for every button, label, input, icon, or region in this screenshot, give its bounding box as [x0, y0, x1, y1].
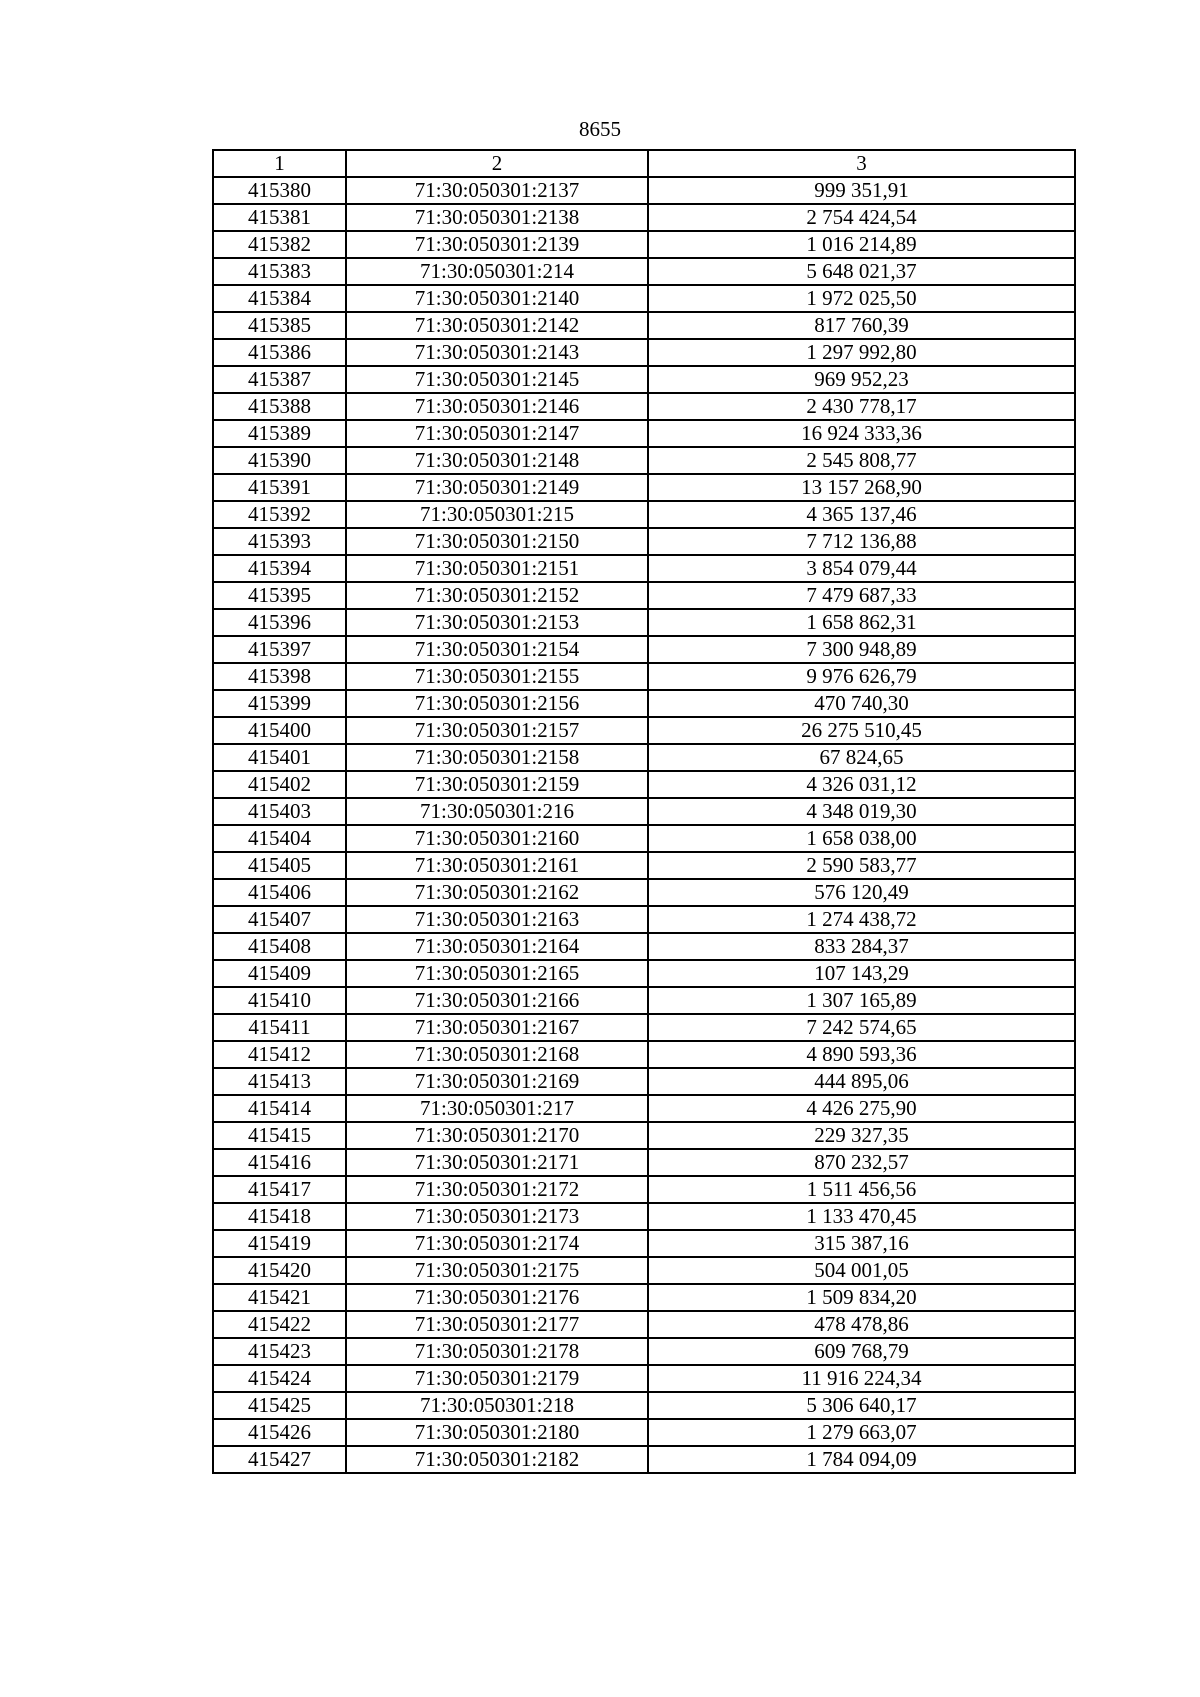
cadastral-number-cell: 71:30:050301:2148: [346, 447, 648, 474]
row-number-cell: 415396: [213, 609, 346, 636]
cadastral-number-cell: 71:30:050301:218: [346, 1392, 648, 1419]
row-number-cell: 415390: [213, 447, 346, 474]
value-cell: 2 545 808,77: [648, 447, 1075, 474]
row-number-cell: 415403: [213, 798, 346, 825]
cadastral-number-cell: 71:30:050301:2176: [346, 1284, 648, 1311]
row-number-cell: 415384: [213, 285, 346, 312]
cadastral-number-cell: 71:30:050301:2143: [346, 339, 648, 366]
table-row: [213, 1041, 1075, 1068]
cadastral-number-cell: 71:30:050301:216: [346, 798, 648, 825]
cadastral-number-cell: 71:30:050301:2156: [346, 690, 648, 717]
cadastral-number-cell: 71:30:050301:2147: [346, 420, 648, 447]
value-cell: 2 754 424,54: [648, 204, 1075, 231]
value-cell: 229 327,35: [648, 1122, 1075, 1149]
row-number-cell: 415400: [213, 717, 346, 744]
row-number-cell: 415397: [213, 636, 346, 663]
value-cell: 7 712 136,88: [648, 528, 1075, 555]
table-row: [213, 1392, 1075, 1419]
cadastral-number-cell: 71:30:050301:2175: [346, 1257, 648, 1284]
value-cell: 3 854 079,44: [648, 555, 1075, 582]
row-number-cell: 415394: [213, 555, 346, 582]
table-row: [213, 231, 1075, 258]
table-row: [213, 393, 1075, 420]
value-cell: 1 658 862,31: [648, 609, 1075, 636]
row-number-cell: 415406: [213, 879, 346, 906]
cadastral-number-cell: 71:30:050301:2174: [346, 1230, 648, 1257]
cadastral-number-cell: 71:30:050301:2149: [346, 474, 648, 501]
cadastral-number-cell: 71:30:050301:2138: [346, 204, 648, 231]
value-cell: 504 001,05: [648, 1257, 1075, 1284]
row-number-cell: 415392: [213, 501, 346, 528]
table-row: [213, 825, 1075, 852]
cadastral-number-cell: 71:30:050301:2158: [346, 744, 648, 771]
row-number-cell: 415389: [213, 420, 346, 447]
row-number-cell: 415380: [213, 177, 346, 204]
table-row: [213, 339, 1075, 366]
row-number-cell: 415410: [213, 987, 346, 1014]
row-number-cell: 415427: [213, 1446, 346, 1473]
row-number-cell: 415411: [213, 1014, 346, 1041]
row-number-cell: 415407: [213, 906, 346, 933]
table-row: [213, 1230, 1075, 1257]
row-number-cell: 415404: [213, 825, 346, 852]
row-number-cell: 415408: [213, 933, 346, 960]
value-cell: 7 300 948,89: [648, 636, 1075, 663]
cadastral-number-cell: 71:30:050301:2179: [346, 1365, 648, 1392]
cadastral-number-cell: 71:30:050301:215: [346, 501, 648, 528]
cadastral-number-cell: 71:30:050301:2137: [346, 177, 648, 204]
table-row: [213, 933, 1075, 960]
row-number-cell: 415409: [213, 960, 346, 987]
value-cell: 4 365 137,46: [648, 501, 1075, 528]
page-number: 8655: [579, 117, 621, 141]
table-row: [213, 501, 1075, 528]
cadastral-number-cell: 71:30:050301:2146: [346, 393, 648, 420]
cadastral-number-cell: 71:30:050301:2169: [346, 1068, 648, 1095]
header-column-2: 2: [346, 150, 648, 177]
cadastral-number-cell: 71:30:050301:2180: [346, 1419, 648, 1446]
cadastral-number-cell: 71:30:050301:2145: [346, 366, 648, 393]
header-column-3: 3: [648, 150, 1075, 177]
row-number-cell: 415424: [213, 1365, 346, 1392]
table-row: [213, 204, 1075, 231]
cadastral-number-cell: 71:30:050301:2171: [346, 1149, 648, 1176]
table-row: [213, 1365, 1075, 1392]
table-row: [213, 1014, 1075, 1041]
table-row: [213, 420, 1075, 447]
row-number-cell: 415416: [213, 1149, 346, 1176]
row-number-cell: 415421: [213, 1284, 346, 1311]
value-cell: 817 760,39: [648, 312, 1075, 339]
cadastral-number-cell: 71:30:050301:2163: [346, 906, 648, 933]
value-cell: 576 120,49: [648, 879, 1075, 906]
cadastral-number-cell: 71:30:050301:2173: [346, 1203, 648, 1230]
cadastral-number-cell: 71:30:050301:2154: [346, 636, 648, 663]
row-number-cell: 415387: [213, 366, 346, 393]
value-cell: 13 157 268,90: [648, 474, 1075, 501]
cadastral-number-cell: 71:30:050301:2178: [346, 1338, 648, 1365]
header-column-1: 1: [213, 150, 346, 177]
row-number-cell: 415418: [213, 1203, 346, 1230]
cadastral-number-cell: 71:30:050301:2160: [346, 825, 648, 852]
cadastral-number-cell: 71:30:050301:217: [346, 1095, 648, 1122]
value-cell: 1 511 456,56: [648, 1176, 1075, 1203]
row-number-cell: 415425: [213, 1392, 346, 1419]
value-cell: 7 242 574,65: [648, 1014, 1075, 1041]
value-cell: 470 740,30: [648, 690, 1075, 717]
table-row: [213, 690, 1075, 717]
value-cell: 444 895,06: [648, 1068, 1075, 1095]
row-number-cell: 415405: [213, 852, 346, 879]
cadastral-number-cell: 71:30:050301:2166: [346, 987, 648, 1014]
table-row: [213, 1203, 1075, 1230]
table-row: [213, 474, 1075, 501]
table-row: [213, 1122, 1075, 1149]
value-cell: 4 348 019,30: [648, 798, 1075, 825]
row-number-cell: 415385: [213, 312, 346, 339]
value-cell: 107 143,29: [648, 960, 1075, 987]
table-row: [213, 285, 1075, 312]
table-row: [213, 582, 1075, 609]
table-row: [213, 447, 1075, 474]
cadastral-number-cell: 71:30:050301:2139: [346, 231, 648, 258]
table-row: [213, 663, 1075, 690]
table-row: [213, 1446, 1075, 1473]
value-cell: 1 016 214,89: [648, 231, 1075, 258]
table-row: [213, 960, 1075, 987]
cadastral-number-cell: 71:30:050301:2150: [346, 528, 648, 555]
cadastral-number-cell: 71:30:050301:2153: [346, 609, 648, 636]
cadastral-number-cell: 71:30:050301:2168: [346, 1041, 648, 1068]
table-row: [213, 717, 1075, 744]
value-cell: 609 768,79: [648, 1338, 1075, 1365]
cadastral-number-cell: 71:30:050301:2151: [346, 555, 648, 582]
value-cell: 67 824,65: [648, 744, 1075, 771]
table-row: [213, 771, 1075, 798]
value-cell: 11 916 224,34: [648, 1365, 1075, 1392]
table-row: [213, 1311, 1075, 1338]
value-cell: 2 590 583,77: [648, 852, 1075, 879]
table-row: [213, 879, 1075, 906]
row-number-cell: 415417: [213, 1176, 346, 1203]
value-cell: 2 430 778,17: [648, 393, 1075, 420]
table-row: [213, 798, 1075, 825]
row-number-cell: 415391: [213, 474, 346, 501]
value-cell: 833 284,37: [648, 933, 1075, 960]
table-row: [213, 609, 1075, 636]
value-cell: 1 274 438,72: [648, 906, 1075, 933]
cadastral-number-cell: 71:30:050301:2177: [346, 1311, 648, 1338]
value-cell: 870 232,57: [648, 1149, 1075, 1176]
row-number-cell: 415382: [213, 231, 346, 258]
row-number-cell: 415393: [213, 528, 346, 555]
row-number-cell: 415419: [213, 1230, 346, 1257]
value-cell: 1 658 038,00: [648, 825, 1075, 852]
value-cell: 4 890 593,36: [648, 1041, 1075, 1068]
row-number-cell: 415395: [213, 582, 346, 609]
value-cell: 1 972 025,50: [648, 285, 1075, 312]
value-cell: 1 784 094,09: [648, 1446, 1075, 1473]
cadastral-number-cell: 71:30:050301:2172: [346, 1176, 648, 1203]
value-cell: 315 387,16: [648, 1230, 1075, 1257]
table-row: [213, 987, 1075, 1014]
table-row: [213, 1419, 1075, 1446]
cadastral-number-cell: 71:30:050301:2162: [346, 879, 648, 906]
row-number-cell: 415413: [213, 1068, 346, 1095]
row-number-cell: 415386: [213, 339, 346, 366]
cadastral-number-cell: 71:30:050301:2164: [346, 933, 648, 960]
cadastral-number-cell: 71:30:050301:2159: [346, 771, 648, 798]
value-cell: 5 306 640,17: [648, 1392, 1075, 1419]
row-number-cell: 415422: [213, 1311, 346, 1338]
table-row: [213, 1338, 1075, 1365]
value-cell: 969 952,23: [648, 366, 1075, 393]
table-row: [213, 528, 1075, 555]
row-number-cell: 415423: [213, 1338, 346, 1365]
table-row: [213, 852, 1075, 879]
table-body: [213, 177, 1075, 1473]
cadastral-number-cell: 71:30:050301:2167: [346, 1014, 648, 1041]
value-cell: 1 279 663,07: [648, 1419, 1075, 1446]
table-row: [213, 1176, 1075, 1203]
row-number-cell: 415399: [213, 690, 346, 717]
data-table: [212, 149, 1076, 1474]
cadastral-number-cell: 71:30:050301:2161: [346, 852, 648, 879]
table-row: [213, 1284, 1075, 1311]
table-header: [213, 150, 1075, 177]
value-cell: 26 275 510,45: [648, 717, 1075, 744]
row-number-cell: 415381: [213, 204, 346, 231]
value-cell: 478 478,86: [648, 1311, 1075, 1338]
value-cell: 4 426 275,90: [648, 1095, 1075, 1122]
table-row: [213, 1095, 1075, 1122]
table-row: [213, 1149, 1075, 1176]
cadastral-number-cell: 71:30:050301:2152: [346, 582, 648, 609]
row-number-cell: 415402: [213, 771, 346, 798]
value-cell: 1 509 834,20: [648, 1284, 1075, 1311]
table-row: [213, 366, 1075, 393]
value-cell: 16 924 333,36: [648, 420, 1075, 447]
row-number-cell: 415412: [213, 1041, 346, 1068]
cadastral-number-cell: 71:30:050301:2170: [346, 1122, 648, 1149]
table-row: [213, 177, 1075, 204]
row-number-cell: 415414: [213, 1095, 346, 1122]
value-cell: 4 326 031,12: [648, 771, 1075, 798]
row-number-cell: 415398: [213, 663, 346, 690]
header-row: [213, 150, 1075, 177]
cadastral-number-cell: 71:30:050301:2140: [346, 285, 648, 312]
value-cell: 1 133 470,45: [648, 1203, 1075, 1230]
value-cell: 999 351,91: [648, 177, 1075, 204]
table-row: [213, 312, 1075, 339]
cadastral-number-cell: 71:30:050301:2157: [346, 717, 648, 744]
table-row: [213, 555, 1075, 582]
table-row: [213, 1068, 1075, 1095]
table-row: [213, 636, 1075, 663]
cadastral-number-cell: 71:30:050301:2142: [346, 312, 648, 339]
cadastral-number-cell: 71:30:050301:2155: [346, 663, 648, 690]
table-row: [213, 744, 1075, 771]
cadastral-number-cell: 71:30:050301:2165: [346, 960, 648, 987]
table-row: [213, 1257, 1075, 1284]
table-row: [213, 258, 1075, 285]
value-cell: 9 976 626,79: [648, 663, 1075, 690]
row-number-cell: 415383: [213, 258, 346, 285]
value-cell: 1 307 165,89: [648, 987, 1075, 1014]
cadastral-number-cell: 71:30:050301:2182: [346, 1446, 648, 1473]
row-number-cell: 415401: [213, 744, 346, 771]
value-cell: 1 297 992,80: [648, 339, 1075, 366]
value-cell: 5 648 021,37: [648, 258, 1075, 285]
cadastral-number-cell: 71:30:050301:214: [346, 258, 648, 285]
row-number-cell: 415426: [213, 1419, 346, 1446]
row-number-cell: 415388: [213, 393, 346, 420]
row-number-cell: 415420: [213, 1257, 346, 1284]
row-number-cell: 415415: [213, 1122, 346, 1149]
table-row: [213, 906, 1075, 933]
value-cell: 7 479 687,33: [648, 582, 1075, 609]
